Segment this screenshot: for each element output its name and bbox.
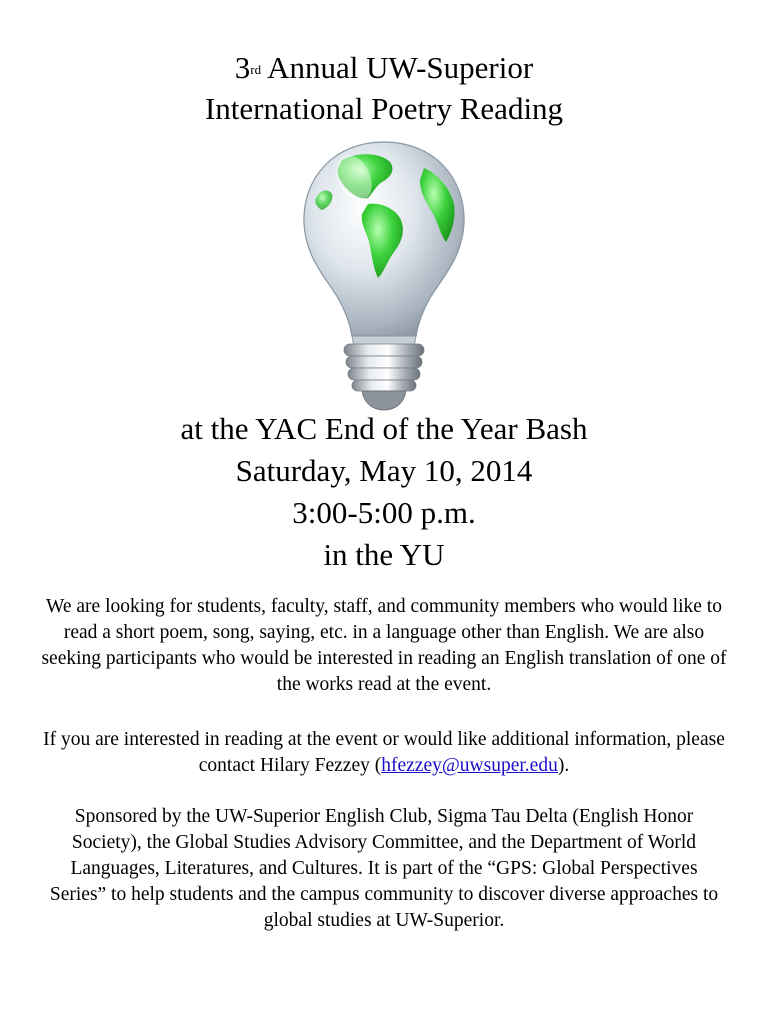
title-ordinal-suffix: rd: [250, 62, 262, 77]
lightbulb-globe-icon: [298, 138, 470, 413]
sponsors-paragraph: Sponsored by the UW-Superior English Club, Sigma Tau Delta (English Honor Society), the Global Studies Advisory Committee, and the Department of World Languages, Literatures, and Cultures. It is part of the “GPS: Global Perspectives Series” to help students and the campus community to discover diverse approaches to global studies at UW-Superior.: [49, 806, 719, 931]
title-number: 3: [234, 50, 251, 85]
call-for-readers-paragraph: We are looking for students, faculty, staff, and community members who would like to read a short poem, song, saying, etc. in a language other than English. We are also seeking participants who would be interested in reading an English translation of one of the works read at the event.: [41, 596, 727, 695]
contact-email-link[interactable]: hfezzey@uwsuper.edu: [381, 755, 558, 776]
event-location: in the YU: [323, 537, 445, 572]
flyer-title-line-1: [0, 48, 768, 88]
contact-paragraph: [40, 727, 728, 779]
flyer-title-line-2: International Poetry Reading: [204, 91, 564, 126]
event-date: Saturday, May 10, 2014: [235, 453, 533, 488]
contact-text: If you are interested in reading at the event or would like additional information, please contact Hilary Fezzey (: [43, 729, 725, 776]
event-name: at the YAC End of the Year Bash: [180, 411, 588, 446]
event-time: 3:00-5:00 p.m.: [292, 495, 476, 530]
title-rest: Annual UW-Superior: [261, 50, 534, 85]
contact-text-end: ).: [557, 755, 570, 776]
